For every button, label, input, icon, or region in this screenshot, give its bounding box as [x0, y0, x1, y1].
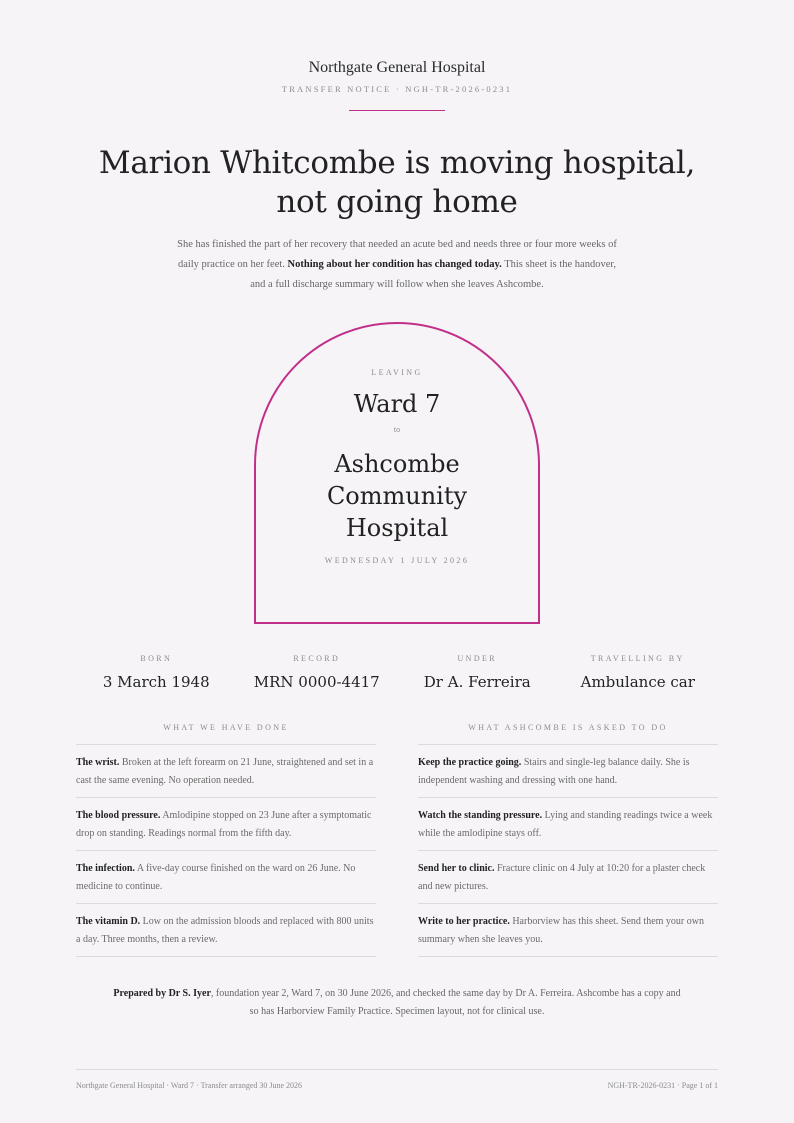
item-text: Broken at the left forearm on 21 June, straightened and set in a cast the same evening. No operation needed.	[76, 757, 374, 786]
list-item	[418, 851, 718, 904]
item-title: The vitamin D.	[76, 916, 141, 927]
list-item	[76, 904, 376, 957]
list-item	[76, 798, 376, 851]
destination-hospital: Ashcombe Community Hospital	[326, 450, 468, 542]
item-text: Lying and standing readings twice a week while the amlodipine stays off.	[418, 810, 713, 839]
transfer-date: WEDNESDAY 1 JULY 2026	[324, 556, 470, 565]
intro-text-1: She has finished the part of her recovery that needed an acute bed and needs three or four more weeks of daily practice on her feet.	[177, 239, 617, 270]
transfer-arch	[254, 322, 540, 624]
item-text: Amlodipine stopped on 23 June after a symptomatic drop on standing. Readings normal from the fifth day.	[76, 810, 372, 839]
item-text: A five-day course finished on the ward on 26 June. No medicine to continue.	[76, 863, 356, 892]
fact-label: RECORD	[293, 654, 341, 663]
prepared-by-note	[110, 985, 684, 1020]
leaving-label: LEAVING	[371, 368, 423, 377]
fact-travelling	[558, 654, 719, 692]
item-text: Stairs and single-leg balance daily. She is independent washing and dressing with one hand.	[418, 757, 690, 786]
list-item	[76, 851, 376, 904]
list-item	[418, 745, 718, 798]
footer-left: Northgate General Hospital · Ward 7 · Transfer arranged 30 June 2026	[76, 1081, 303, 1090]
fact-value: Dr A. Ferreira	[423, 673, 531, 691]
document-header	[0, 58, 794, 111]
fact-record	[237, 654, 398, 692]
done-heading: WHAT WE HAVE DONE	[76, 722, 376, 745]
hospital-name: Northgate General Hospital	[308, 59, 486, 76]
item-title: The infection.	[76, 863, 135, 874]
item-title: Write to her practice.	[418, 916, 510, 927]
title-line-1: Marion Whitcombe is moving hospital,	[98, 145, 696, 181]
fact-label: BORN	[140, 654, 173, 663]
header-rule	[349, 110, 445, 111]
asked-heading: WHAT ASHCOMBE IS ASKED TO DO	[418, 722, 718, 745]
patient-facts	[76, 654, 718, 692]
intro-emphasis: Nothing about her condition has changed today.	[287, 259, 502, 270]
item-title: The blood pressure.	[76, 810, 161, 821]
prepared-text: , foundation year 2, Ward 7, on 30 June 2026, and checked the same day by Dr A. Ferreira. Ashcombe has a copy and so has Harborview Family Practice. Specimen layout, not for clinical use.	[210, 988, 681, 1017]
list-item	[418, 904, 718, 957]
fact-label: UNDER	[457, 654, 498, 663]
done-column	[76, 722, 376, 957]
item-title: Watch the standing pressure.	[418, 810, 543, 821]
fact-under	[397, 654, 558, 692]
notice-id: TRANSFER NOTICE · NGH-TR-2026-0231	[281, 84, 513, 94]
fact-value: Ambulance car	[580, 673, 695, 691]
from-ward: Ward 7	[353, 390, 441, 418]
fact-value: MRN 0000-4417	[253, 673, 380, 691]
item-title: The wrist.	[76, 757, 120, 768]
item-text: Low on the admission bloods and replaced with 800 units a day. Three months, then a review.	[76, 916, 374, 945]
page-footer	[76, 1069, 718, 1090]
intro-text-2: This sheet is the handover, and a full discharge summary will follow when she leaves Ashcombe.	[250, 259, 617, 290]
asked-column	[418, 722, 718, 957]
list-item	[76, 745, 376, 798]
item-text: Harborview has this sheet. Send them your own summary when she leaves you.	[418, 916, 704, 945]
to-label: to	[393, 425, 401, 434]
intro-paragraph	[172, 235, 622, 295]
page-title	[0, 144, 794, 222]
fact-label: TRAVELLING BY	[590, 654, 685, 663]
fact-value: 3 March 1948	[102, 673, 210, 691]
item-text: Fracture clinic on 4 July at 10:20 for a plaster check and new pictures.	[418, 863, 706, 892]
title-line-2: not going home	[276, 184, 518, 220]
item-title: Keep the practice going.	[418, 757, 522, 768]
footer-right: NGH-TR-2026-0231 · Page 1 of 1	[607, 1081, 718, 1090]
list-item	[418, 798, 718, 851]
item-title: Send her to clinic.	[418, 863, 495, 874]
prepared-by: Prepared by Dr S. Iyer	[113, 988, 211, 999]
fact-born	[76, 654, 237, 692]
